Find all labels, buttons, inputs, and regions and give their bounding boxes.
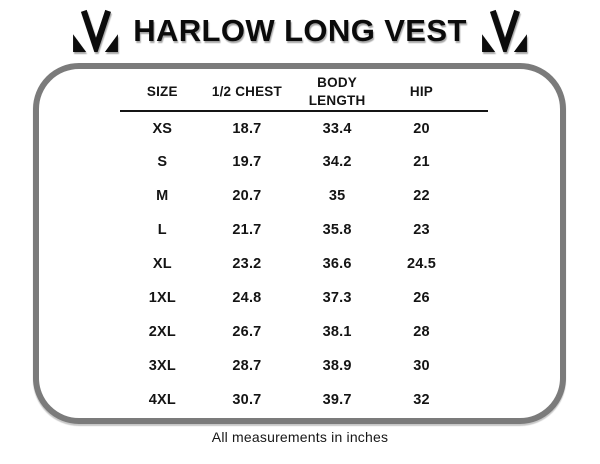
body-length-cell: 38.1 <box>322 324 352 340</box>
column-header-half-chest <box>205 73 290 111</box>
table-row <box>120 213 488 247</box>
column-header-hip <box>385 73 488 111</box>
half-chest-cell: 23.2 <box>232 256 262 272</box>
column-header-body-length-label: BODY LENGTH <box>308 74 366 108</box>
table-row <box>120 247 488 281</box>
half-chest-cell: 18.7 <box>232 120 262 137</box>
size-table-body <box>120 111 488 417</box>
size-cell: L <box>157 222 167 238</box>
size-table <box>120 73 488 417</box>
body-length-cell: 34.2 <box>322 154 352 170</box>
hip-cell: 26 <box>413 290 430 306</box>
hip-cell: 20 <box>413 120 430 137</box>
body-length-cell: 35.8 <box>322 222 352 238</box>
column-header-hip-label: HIP <box>409 84 434 99</box>
size-cell: 2XL <box>148 324 176 340</box>
half-chest-cell: 19.7 <box>232 154 262 170</box>
table-row <box>120 281 488 315</box>
body-length-cell: 38.9 <box>322 358 352 374</box>
size-table-header <box>120 73 488 111</box>
body-length-cell: 37.3 <box>322 290 352 306</box>
column-header-size-label: SIZE <box>146 84 178 99</box>
table-row <box>120 349 488 383</box>
size-cell: M <box>156 188 169 204</box>
column-header-size <box>120 73 205 111</box>
column-header-half-chest-label: 1/2 CHEST <box>211 84 282 99</box>
body-length-cell: 33.4 <box>322 120 352 137</box>
header-row <box>120 73 488 111</box>
size-cell: S <box>157 154 168 170</box>
body-length-cell: 36.6 <box>322 256 352 272</box>
hip-cell: 32 <box>413 392 430 408</box>
table-row <box>120 315 488 349</box>
half-chest-cell: 28.7 <box>232 358 262 374</box>
hip-cell: 28 <box>413 324 430 340</box>
table-row <box>120 383 488 417</box>
measurements-note: All measurements in inches <box>211 429 389 445</box>
size-chart-box <box>33 63 566 424</box>
half-chest-cell: 24.8 <box>232 290 262 306</box>
hip-cell: 21 <box>413 154 430 170</box>
size-cell: 3XL <box>148 358 176 374</box>
page-title: HARLOW LONG VEST <box>133 12 467 48</box>
table-row <box>120 179 488 213</box>
hip-cell: 23 <box>413 222 430 238</box>
brand-m-logo-left-icon <box>72 9 119 52</box>
hip-cell: 22 <box>413 188 430 204</box>
body-length-cell: 39.7 <box>322 392 352 408</box>
hip-cell: 24.5 <box>406 256 436 272</box>
size-cell: 4XL <box>148 392 176 408</box>
size-cell: 1XL <box>148 290 176 306</box>
half-chest-cell: 21.7 <box>232 222 262 238</box>
hip-cell: 30 <box>413 358 430 374</box>
half-chest-cell: 26.7 <box>232 324 262 340</box>
size-cell: XS <box>152 120 173 137</box>
table-row <box>120 145 488 179</box>
column-header-body-length <box>289 73 385 111</box>
brand-m-logo-right-icon <box>481 9 528 52</box>
half-chest-cell: 20.7 <box>232 188 262 204</box>
body-length-cell: 35 <box>328 188 346 204</box>
table-row <box>120 111 488 145</box>
half-chest-cell: 30.7 <box>232 392 262 408</box>
header <box>0 9 600 52</box>
size-cell: XL <box>152 256 172 272</box>
